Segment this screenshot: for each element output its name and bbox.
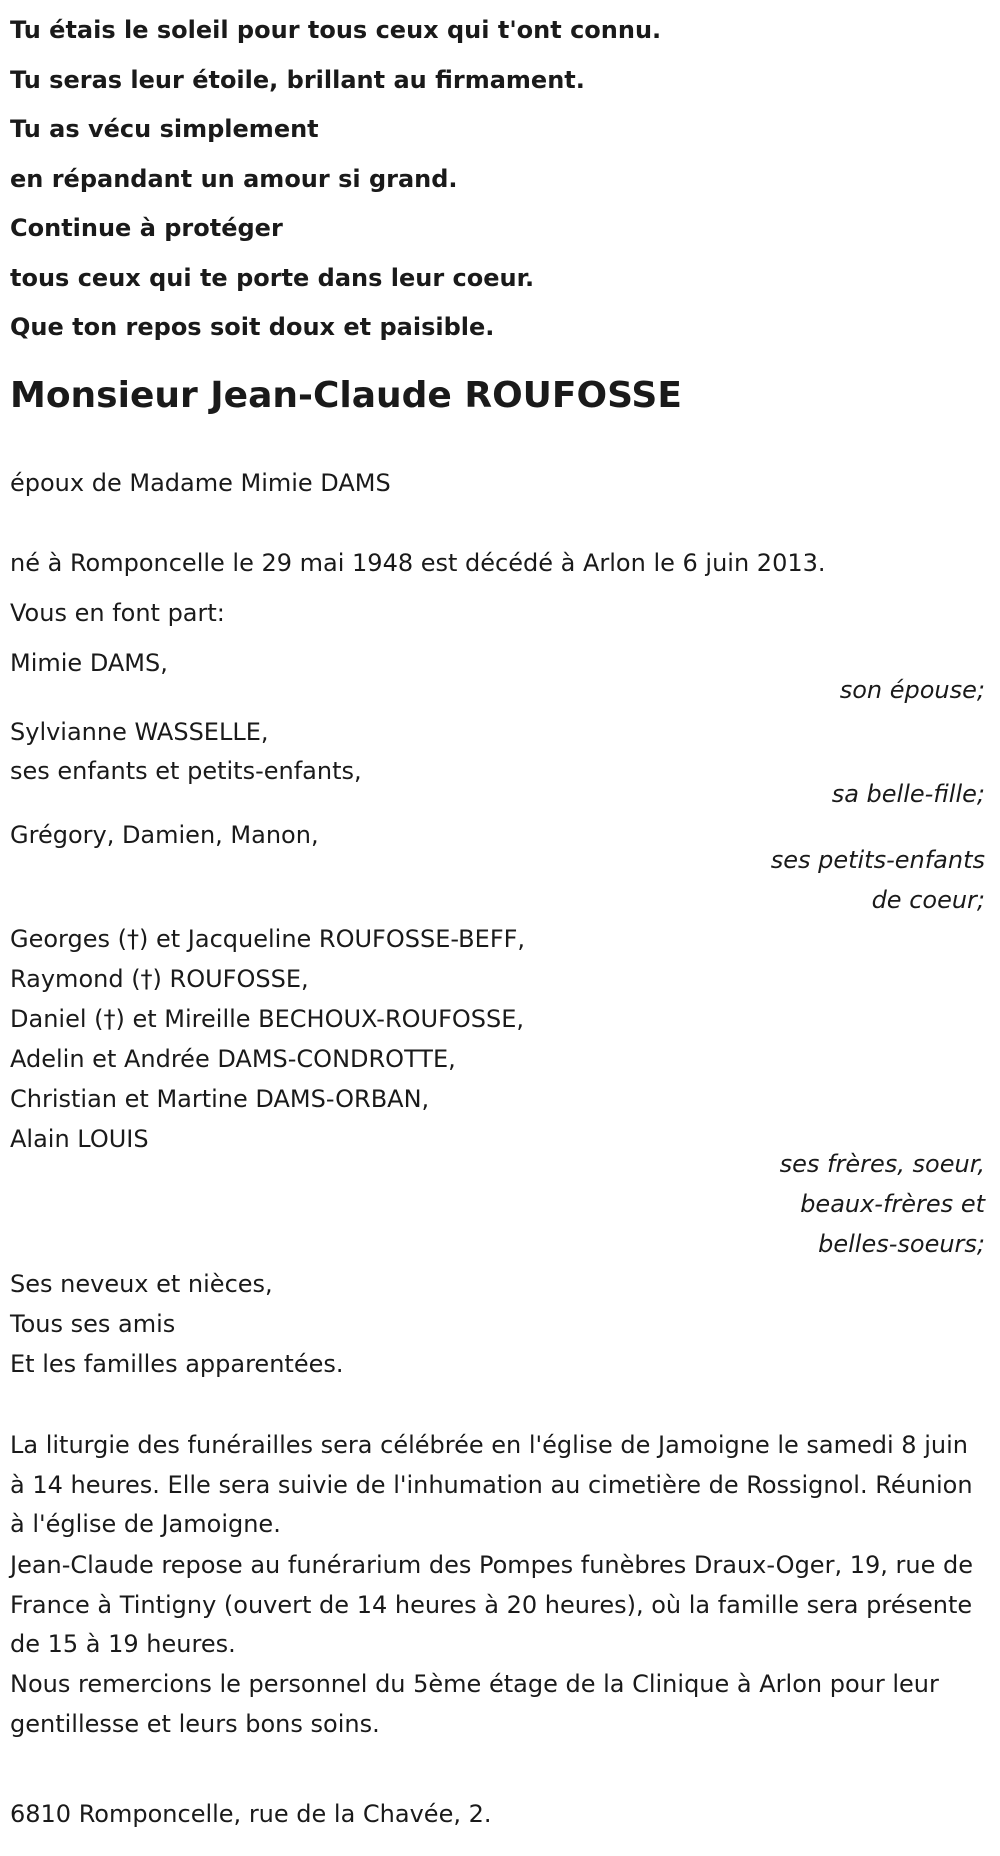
heart-grandchildren-relation: ses petits-enfants [770,846,985,874]
poem [10,6,661,353]
others-line: Ses neveux et nièces, [10,1270,273,1298]
sibling-name: Christian et Martine DAMS-ORBAN, [10,1085,430,1113]
address-line: 6810 Romponcelle, rue de la Chavée, 2. [10,1800,492,1828]
poem-line: tous ceux qui te porte dans leur coeur. [10,263,535,292]
siblings-relation: ses frères, soeur, [779,1150,985,1178]
children-relation: sa belle-fille; [831,780,985,808]
sibling-name: Alain LOUIS [10,1125,149,1153]
thanks-paragraph: Nous remercions le personnel du 5ème étage de la Clinique à Arlon pour leur gentillesse et leurs bons soins. [10,1670,939,1738]
spouse-relation: son épouse; [839,676,985,704]
sibling-name: Daniel (†) et Mireille BECHOUX-ROUFOSSE, [10,1005,525,1033]
spouse-name: Mimie DAMS, [10,649,168,677]
children-name: Sylvianne WASSELLE, [10,718,269,746]
deceased-name: Monsieur Jean-Claude ROUFOSSE [10,375,682,416]
others-line: Tous ses amis [10,1310,176,1338]
heart-grandchildren-names: Grégory, Damien, Manon, [10,821,319,849]
poem-line: Tu seras leur étoile, brillant au firmament. [10,65,585,94]
poem-line: Que ton repos soit doux et paisible. [10,313,495,341]
spouse-line: époux de Madame Mimie DAMS [10,469,391,497]
liturgy-paragraph: La liturgie des funérailles sera célébrée en l'église de Jamoigne le samedi 8 juin à 14 heures. Elle sera suivie de l'inhumation au cimetière de Rossignol. Réunion à l'église de Jamoigne. [10,1431,973,1538]
others-line: Et les familles apparentées. [10,1350,344,1378]
sibling-name: Georges (†) et Jacqueline ROUFOSSE-BEFF, [10,925,526,953]
siblings-relation: belles-soeurs; [818,1230,985,1258]
sibling-name: Adelin et Andrée DAMS-CONDROTTE, [10,1045,456,1073]
intro-line: Vous en font part: [10,599,225,627]
heart-grandchildren-relation: de coeur; [871,886,985,914]
poem-line: en répandant un amour si grand. [10,164,458,193]
funerarium-paragraph: Jean-Claude repose au funérarium des Pompes funèbres Draux-Oger, 19, rue de France à Tintigny (ouvert de 14 heures à 20 heures), où la famille sera présente de 15 à 19 heures. [10,1551,973,1658]
children-description: ses enfants et petits-enfants, [10,757,362,785]
poem-line: Continue à protéger [10,214,283,242]
poem-line: Tu étais le soleil pour tous ceux qui t'ont connu. [10,16,662,44]
poem-line: Tu as vécu simplement [10,115,319,143]
sibling-name: Raymond (†) ROUFOSSE, [10,965,309,993]
birth-death-line: né à Romponcelle le 29 mai 1948 est décédé à Arlon le 6 juin 2013. [10,549,826,577]
siblings-relation: beaux-frères et [800,1190,985,1218]
